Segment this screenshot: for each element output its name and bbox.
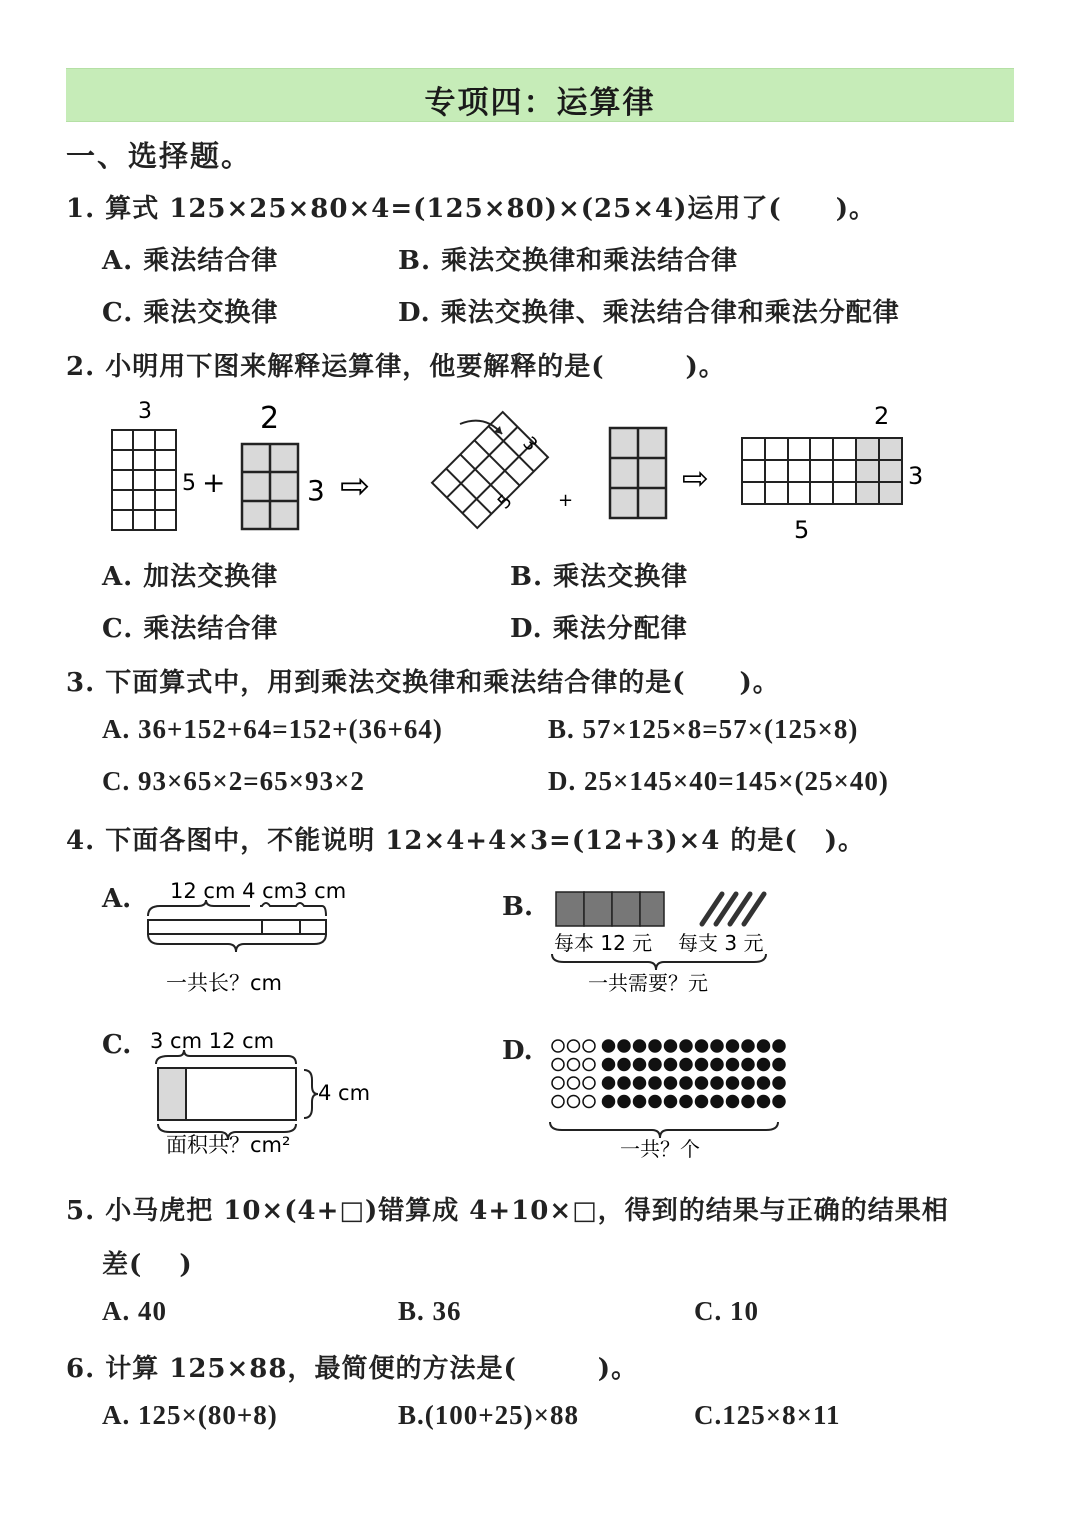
arrow-2: ⇨ [682,459,709,497]
solid-dot [696,1096,708,1108]
solid-dot [680,1059,692,1071]
solid-dot [773,1040,785,1052]
hollow-dot [583,1059,595,1071]
solid-dot [680,1040,692,1052]
question-5-stem-line-1: 5. 小马虎把 10×(4+□)错算成 4+10×□，得到的结果与正确的结果相 [66,1196,949,1226]
question-5-option-c[interactable]: C. 10 [694,1296,759,1326]
question-4-option-d[interactable]: D. [502,1036,533,1066]
solid-dot [680,1077,692,1089]
solid-dot [742,1096,754,1108]
solid-dot [603,1040,615,1052]
solid-dot [711,1096,723,1108]
figure-d-dots [540,1030,800,1160]
page-title: 专项四：运算律 [424,85,656,121]
solid-dot [618,1040,630,1052]
solid-dot [618,1077,630,1089]
solid-dot [727,1096,739,1108]
pen-icon [702,894,764,924]
question-6-option-c[interactable]: C.125×8×11 [694,1400,841,1430]
question-1-option-d[interactable]: D. 乘法交换律、乘法结合律和乘法分配律 [398,298,900,328]
solid-dot [649,1059,661,1071]
solid-dot [634,1059,646,1071]
solid-dot [618,1096,630,1108]
solid-dot [649,1077,661,1089]
question-6-option-a[interactable]: A. 125×(80+8) [102,1400,278,1430]
title-banner [66,68,1014,122]
question-5-option-a[interactable]: A. 40 [102,1296,167,1326]
rotated-grid-label-b: 5 [493,490,517,514]
question-1-stem: 1. 算式 125×25×80×4=(125×80)×(25×4)运用了( )。 [66,194,877,224]
question-4-option-a[interactable]: A. [102,884,132,914]
question-4-option-c[interactable]: C. [102,1030,132,1060]
solid-dot [634,1040,646,1052]
grid-mid-top-label: 2 [260,401,280,436]
question-2-stem: 2. 小明用下图来解释运算律，他要解释的是( )。 [66,352,726,382]
question-2-option-b[interactable]: B. 乘法交换律 [510,562,689,592]
question-2-option-d[interactable]: D. 乘法分配律 [510,614,688,644]
solid-dot [773,1077,785,1089]
hollow-dot [583,1096,595,1108]
figure-c-bottom-label: 面积共？cm² [166,1133,291,1157]
figure-b-items [540,880,790,1000]
solid-dot [696,1040,708,1052]
hollow-dot [568,1040,580,1052]
question-5-option-b[interactable]: B. 36 [398,1296,462,1326]
figure-c-rectangle [140,1020,400,1160]
hollow-dot [583,1077,595,1089]
solid-dot [603,1059,615,1071]
solid-dot [758,1077,770,1089]
grid-mid-side-label: 3 [307,474,325,507]
solid-dot [758,1059,770,1071]
figure-b-price-pens: 每支 3 元 [678,931,764,955]
question-1-option-c[interactable]: C. 乘法交换律 [102,298,279,328]
solid-dot [603,1096,615,1108]
rotated-grid-label-a: 3 [518,432,542,456]
solid-dot [727,1040,739,1052]
hollow-dot [552,1040,564,1052]
question-1-option-a[interactable]: A. 乘法结合律 [102,246,279,276]
small-plus-sign: + [558,490,574,511]
solid-dot [696,1059,708,1071]
solid-dot [711,1077,723,1089]
solid-dot [634,1077,646,1089]
solid-dot [665,1040,677,1052]
hollow-dot [552,1077,564,1089]
solid-dot [727,1059,739,1071]
solid-dot [727,1077,739,1089]
question-6-option-b[interactable]: B.(100+25)×88 [398,1400,580,1430]
solid-dot [758,1096,770,1108]
question-2-figure [90,392,950,552]
solid-dot [665,1059,677,1071]
question-1-option-b[interactable]: B. 乘法交换律和乘法结合律 [398,246,739,276]
shaded-grid-2-by-3 [610,428,666,518]
question-3-stem: 3. 下面算式中，用到乘法交换律和乘法结合律的是( )。 [66,668,780,698]
solid-dot [634,1096,646,1108]
rotated-grid [432,412,548,528]
solid-dot [665,1096,677,1108]
figure-a-bottom-label: 一共长？cm [166,971,283,995]
question-3-option-a[interactable]: A. 36+152+64=152+(36+64) [102,714,443,744]
solid-dot [665,1077,677,1089]
solid-dot [711,1040,723,1052]
question-3-option-d[interactable]: D. 25×145×40=145×(25×40) [548,766,889,796]
question-5-stem-line-2: 差( ) [102,1250,193,1280]
combined-grid [742,438,902,504]
grid-2-by-3-shaded [242,444,298,529]
question-3-option-c[interactable]: C. 93×65×2=65×93×2 [102,766,365,796]
book-icon [556,892,664,926]
solid-dot [696,1077,708,1089]
hollow-dot [568,1059,580,1071]
grid-3-by-5 [112,430,176,530]
solid-dot [758,1040,770,1052]
solid-dot [649,1096,661,1108]
combined-top-label: 2 [874,402,890,430]
hollow-dot [552,1059,564,1071]
grid-left-side-label: 5 [182,471,196,496]
hollow-dot [583,1040,595,1052]
combined-side-label: 3 [908,462,924,490]
figure-b-price-books: 每本 12 元 [554,931,653,955]
section-heading: 一、选择题。 [66,139,253,173]
solid-dot [742,1077,754,1089]
figure-c-top-label: 3 cm 12 cm [150,1029,275,1053]
figure-c-side-label: 4 cm [318,1081,371,1105]
solid-dot [773,1096,785,1108]
solid-dot [773,1059,785,1071]
question-4-stem: 4. 下面各图中，不能说明 12×4+4×3=(12+3)×4 的是( )。 [66,826,866,856]
grid-left-top-label: 3 [138,399,152,424]
question-6-stem: 6. 计算 125×88，最简便的方法是( )。 [66,1354,639,1384]
combined-bottom-label: 5 [794,516,810,544]
figure-a-segment [140,872,380,1002]
question-2-option-c[interactable]: C. 乘法结合律 [102,614,279,644]
solid-dot [680,1096,692,1108]
figure-d-bottom-label: 一共？个 [620,1137,700,1160]
solid-dot [742,1059,754,1071]
hollow-dot [568,1077,580,1089]
solid-dot [618,1059,630,1071]
figure-a-top-label: 12 cm 4 cm3 cm [170,879,347,903]
figure-b-bottom-label: 一共需要？元 [588,971,708,995]
arrow-1: ⇨ [340,466,371,507]
solid-dot [742,1040,754,1052]
solid-dot [711,1059,723,1071]
plus-sign: + [202,466,226,499]
hollow-dot [568,1096,580,1108]
question-2-option-a[interactable]: A. 加法交换律 [102,562,279,592]
solid-dot [603,1077,615,1089]
question-4-option-b[interactable]: B. [502,892,534,922]
solid-dot [649,1040,661,1052]
question-3-option-b[interactable]: B. 57×125×8=57×(125×8) [548,714,859,744]
hollow-dot [552,1096,564,1108]
